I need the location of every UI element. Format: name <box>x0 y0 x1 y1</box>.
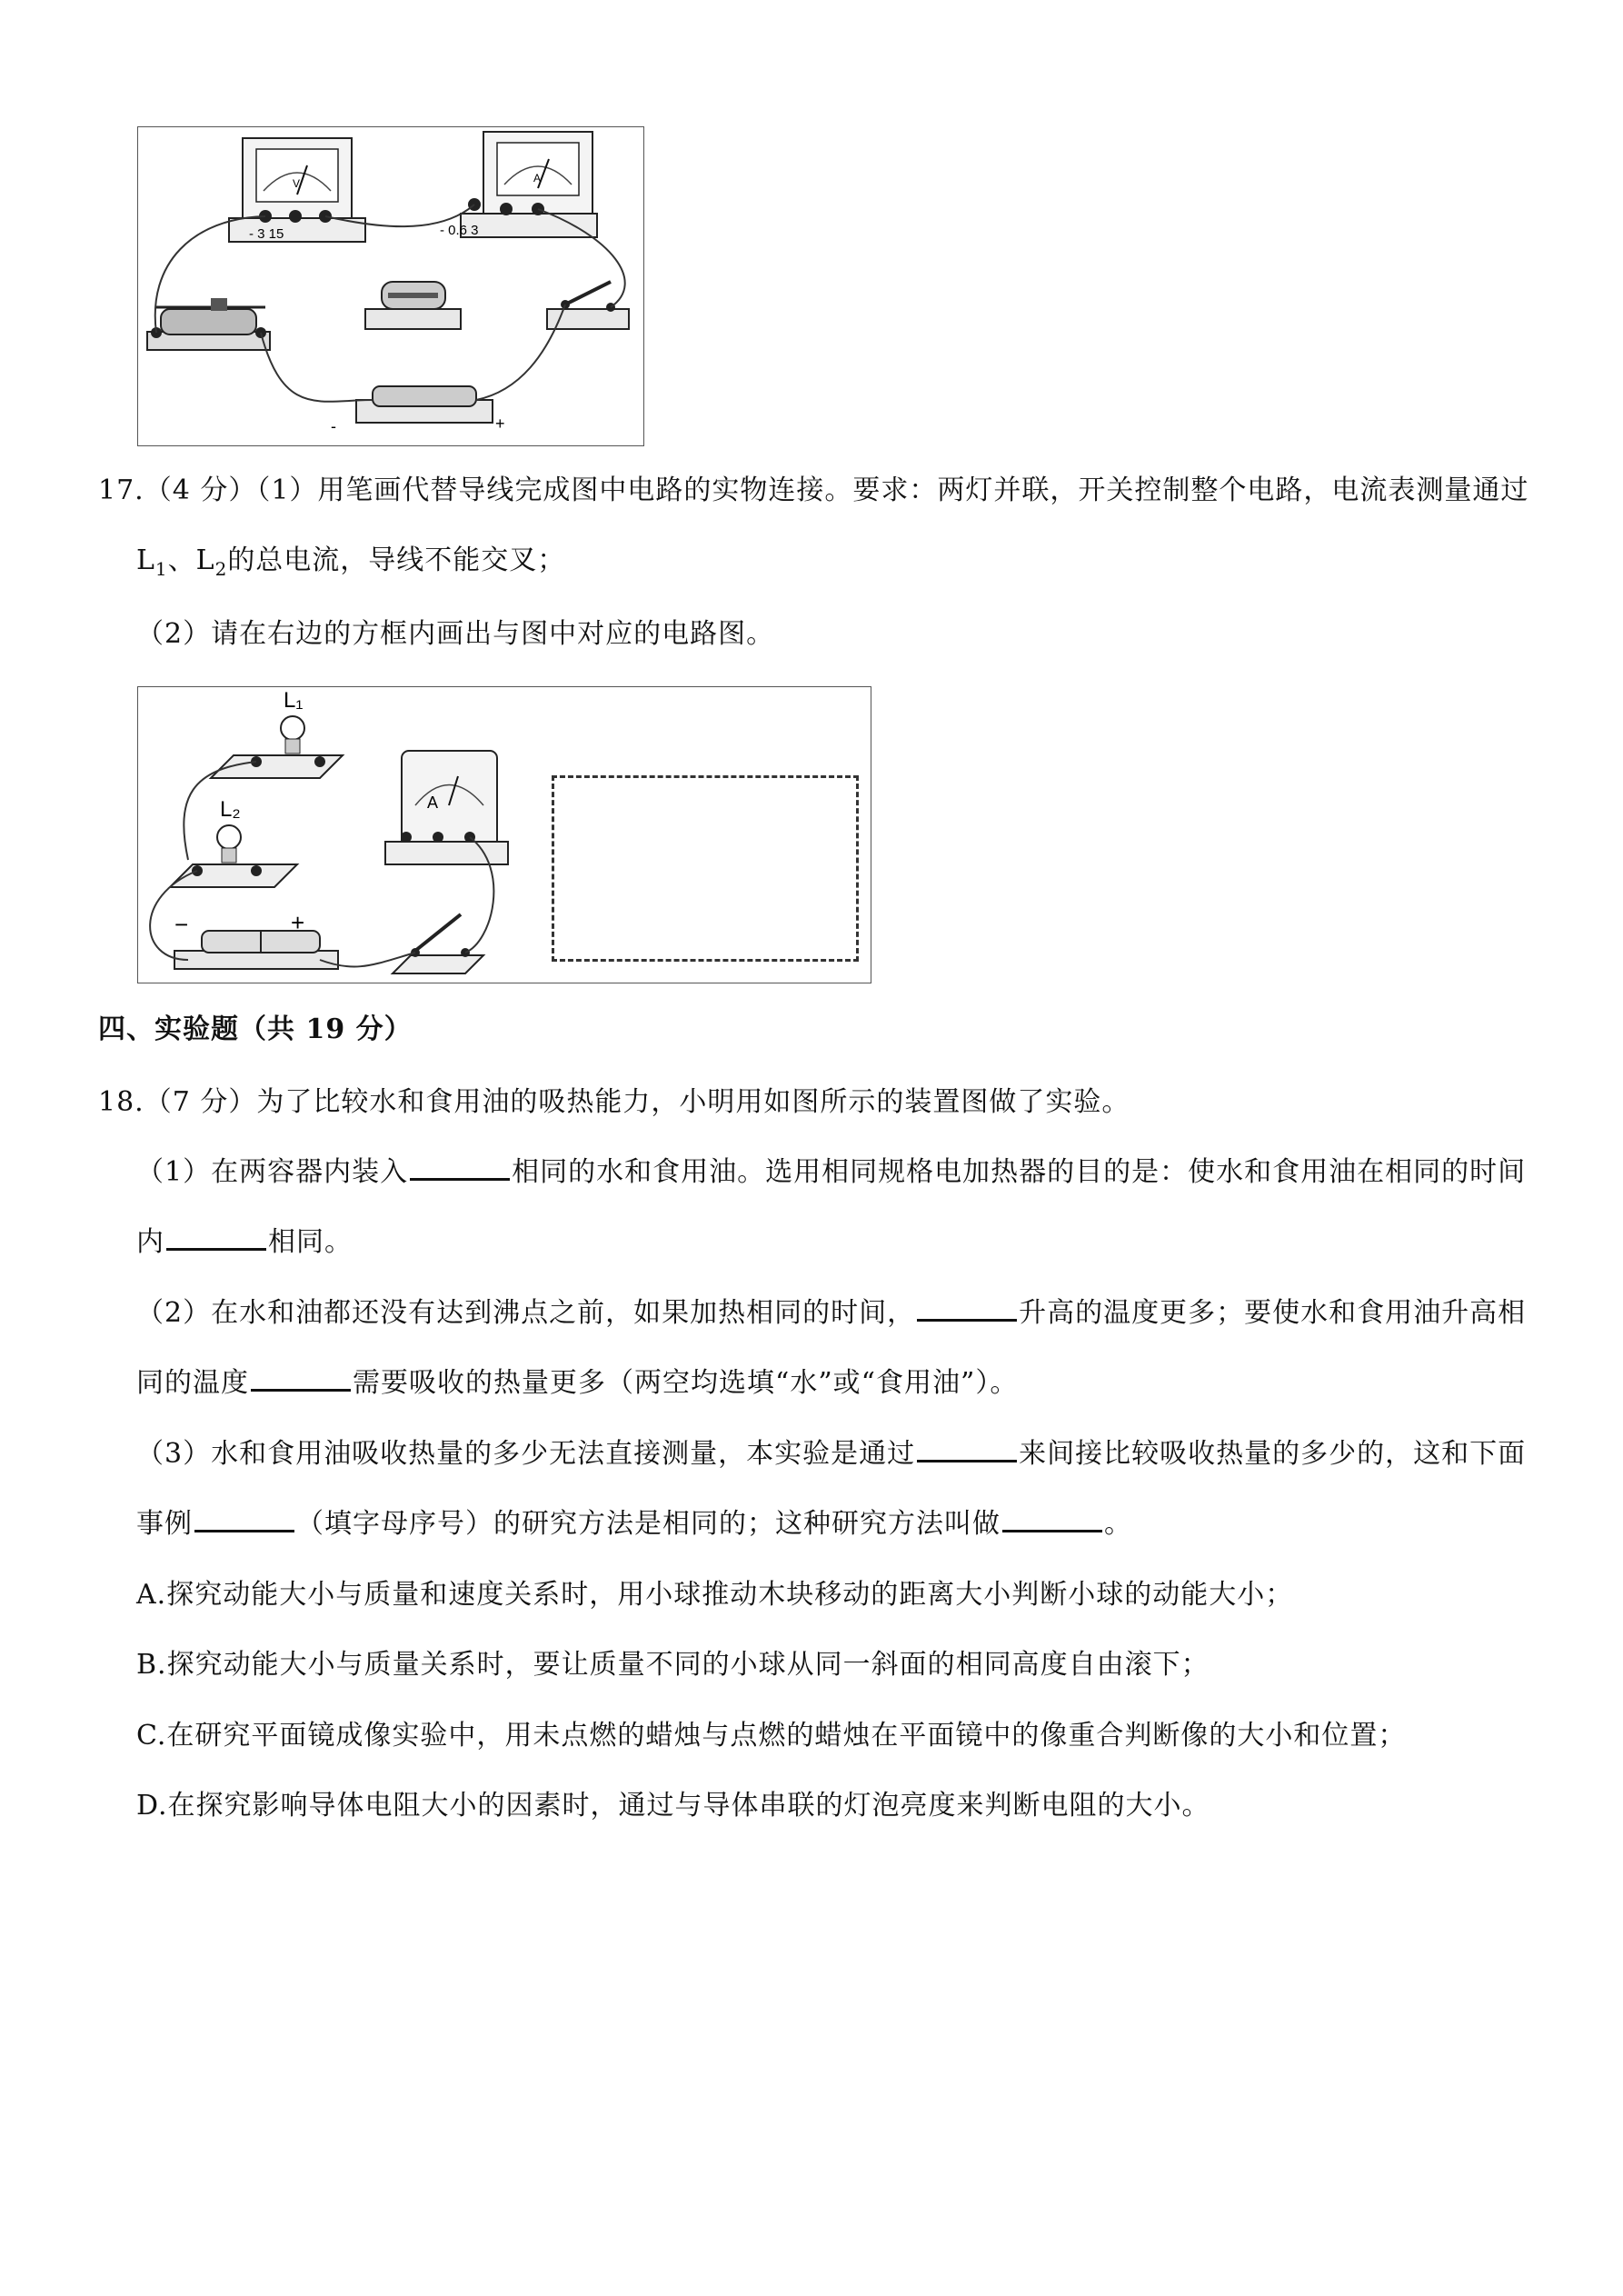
figure-q16-circuit <box>137 126 644 446</box>
q18-option-a: A.探究动能大小与质量和速度关系时，用小球推动木块移动的距离大小判断小球的动能大小； <box>136 1579 1294 1611</box>
l1-letter: L <box>136 544 155 576</box>
q17-line2-rest: 的总电流，导线不能交叉； <box>227 544 566 576</box>
blank-1[interactable] <box>410 1154 510 1181</box>
section-4-heading: 四、实验题（共 19 分） <box>98 1013 413 1045</box>
q18-part3-line2 <box>136 1506 1132 1542</box>
ammeter-17 <box>385 751 508 864</box>
q18-p3e: 。 <box>1104 1508 1132 1540</box>
battery-17-plus: + <box>291 909 305 936</box>
q18-p2b: 升高的温度更多；要使水和食用油升高相 <box>1019 1297 1527 1329</box>
blank-7[interactable] <box>1002 1506 1102 1532</box>
q18-p1a: （1）在两容器内装入 <box>136 1156 409 1188</box>
l2-subscript: 2 <box>214 558 228 580</box>
battery-17-minus: − <box>174 911 189 938</box>
blank-5[interactable] <box>917 1436 1017 1462</box>
blank-4[interactable] <box>251 1365 351 1392</box>
q18-part2-line2 <box>136 1365 1018 1402</box>
q17-line3: （2）请在右边的方框内画出与图中对应的电路图。 <box>136 618 775 650</box>
q17-line2 <box>136 543 565 587</box>
ammeter-scale: - 0.6 3 <box>440 223 479 238</box>
voltmeter-scale: - 3 15 <box>249 226 284 242</box>
q18-p3c: 事例 <box>136 1508 193 1540</box>
l2-letter: L <box>195 544 215 576</box>
l1-subscript: 1 <box>154 558 168 580</box>
q18-part2-line1 <box>136 1295 1526 1332</box>
lamp-l1 <box>211 688 343 778</box>
ammeter <box>440 132 597 238</box>
q17-line1: 17.（4 分）（1）用笔画代替导线完成图中电路的实物连接。要求：两灯并联，开关控制整个电路，电流表测量通过 <box>98 474 1529 506</box>
q18-option-c: C.在研究平面镜成像实验中，用未点燃的蜡烛与点燃的蜡烛在平面镜中的像重合判断像的大小和位置； <box>136 1720 1407 1752</box>
voltmeter-letter: V <box>293 177 301 190</box>
ammeter-17-letter: A <box>427 794 439 812</box>
lamp-l1-label: L₁ <box>284 688 304 713</box>
circuit-16-svg <box>138 127 643 445</box>
q18-p1b: 相同的水和食用油。选用相同规格电加热器的目的是：使水和食用油在相同的时间 <box>512 1156 1527 1188</box>
ammeter-letter: A <box>533 172 542 185</box>
battery-plus: + <box>495 414 505 433</box>
voltmeter <box>229 138 365 242</box>
q18-p3b: 来间接比较吸收热量的多少的，这和下面 <box>1019 1438 1527 1470</box>
battery-minus: - <box>331 417 336 435</box>
answer-box-dashed[interactable] <box>552 775 859 962</box>
separator: 、 <box>167 544 196 576</box>
blank-3[interactable] <box>917 1295 1017 1322</box>
switch <box>547 282 629 329</box>
battery <box>331 386 505 435</box>
q18-part1-line2 <box>136 1224 353 1261</box>
switch-17 <box>393 914 483 973</box>
q18-p3a: （3）水和食用油吸收热量的多少无法直接测量，本实验是通过 <box>136 1438 916 1470</box>
q18-p2a: （2）在水和油都还没有达到沸点之前，如果加热相同的时间， <box>136 1297 916 1329</box>
blank-2[interactable] <box>166 1224 266 1251</box>
figure-q17-circuit <box>137 686 871 983</box>
q18-intro: 18.（7 分）为了比较水和食用油的吸热能力，小明用如图所示的装置图做了实验。 <box>98 1086 1130 1118</box>
blank-6[interactable] <box>194 1506 294 1532</box>
q18-p1d: 相同。 <box>268 1226 353 1258</box>
q18-p2c: 同的温度 <box>136 1367 249 1399</box>
q18-p2d: 需要吸收的热量更多（两空均选填“水”或“食用油”）。 <box>353 1367 1019 1399</box>
rheostat <box>147 298 270 350</box>
q18-part3-line1 <box>136 1436 1526 1472</box>
lamp-l2-label: L₂ <box>220 797 241 822</box>
q18-p3d: （填字母序号）的研究方法是相同的；这种研究方法叫做 <box>296 1508 1001 1540</box>
q18-option-d: D.在探究影响导体电阻大小的因素时，通过与导体串联的灯泡亮度来判断电阻的大小。 <box>136 1790 1210 1822</box>
q18-part1-line1 <box>136 1154 1526 1191</box>
battery-17 <box>174 909 338 969</box>
resistor <box>365 282 461 329</box>
q18-option-b: B.探究动能大小与质量关系时，要让质量不同的小球从同一斜面的相同高度自由滚下； <box>136 1649 1210 1681</box>
q18-p1c: 内 <box>136 1226 164 1258</box>
